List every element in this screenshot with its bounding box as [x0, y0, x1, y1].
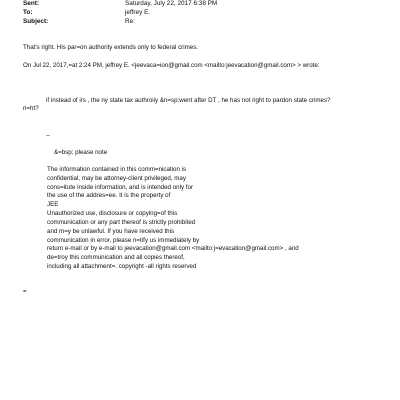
disclaimer-line: including all attachment=. copyright -all rights reserved	[47, 263, 197, 270]
quoted-line-2: ri=ht?	[23, 105, 39, 112]
trailing-char: =	[23, 288, 27, 295]
sent-label: Sent:	[23, 0, 39, 7]
to-value: jeffrey E.	[125, 9, 151, 16]
disclaimer-line: communication or any part thereof is strictly prohibited	[47, 219, 196, 226]
reply-text: That's right. His par=on authority extends only to federal crimes.	[23, 44, 199, 51]
sent-row	[23, 0, 383, 9]
disclaimer-line: de=troy this communication and all copies thereof,	[47, 254, 185, 261]
disclaimer-line: return e-mail or by e-mail to jeevacation@gmail.com <mailto:j=evacation@gmail.com> , and	[47, 245, 299, 252]
disclaimer-line: JEE	[47, 201, 59, 208]
subject-row	[23, 18, 383, 27]
disclaimer-line: and m=y be unlawful. If you have received this	[47, 228, 175, 235]
quote-header: On Jul 22, 2017,=at 2:24 PM, jeffrey E. <jeevaca=ion@gmail.com <mailto:jeevacation@gmail.com> > wrote:	[23, 62, 320, 69]
disclaimer-line: the use of the addres=ee. It is the property of	[47, 192, 171, 199]
subject-value: Re:	[125, 18, 135, 25]
sent-value: Saturday, July 22, 2017 6:38 PM	[125, 0, 218, 7]
disclaimer-line: Unauthorized use, disclosure or copying=of this	[47, 210, 178, 217]
to-label: To:	[23, 9, 33, 16]
quoted-line-1: if instead of irs , the ny state tax authroiiy &n=sp;went after DT , he has not right to pardon state crimes?	[46, 97, 331, 104]
disclaimer-line: cons=itute inside information, and is intended only for	[47, 184, 194, 191]
to-row	[23, 9, 383, 18]
signature-dash: --	[46, 132, 51, 139]
disclaimer-line: confidential, may be attorney-client privileged, may	[47, 175, 186, 182]
please-note: &=bsp; please note	[54, 149, 108, 156]
disclaimer-line: The information contained in this comm=nication is	[47, 166, 187, 173]
disclaimer-line: communication in error, please n=tify us immediately by	[47, 237, 200, 244]
subject-label: Subject:	[23, 18, 49, 25]
